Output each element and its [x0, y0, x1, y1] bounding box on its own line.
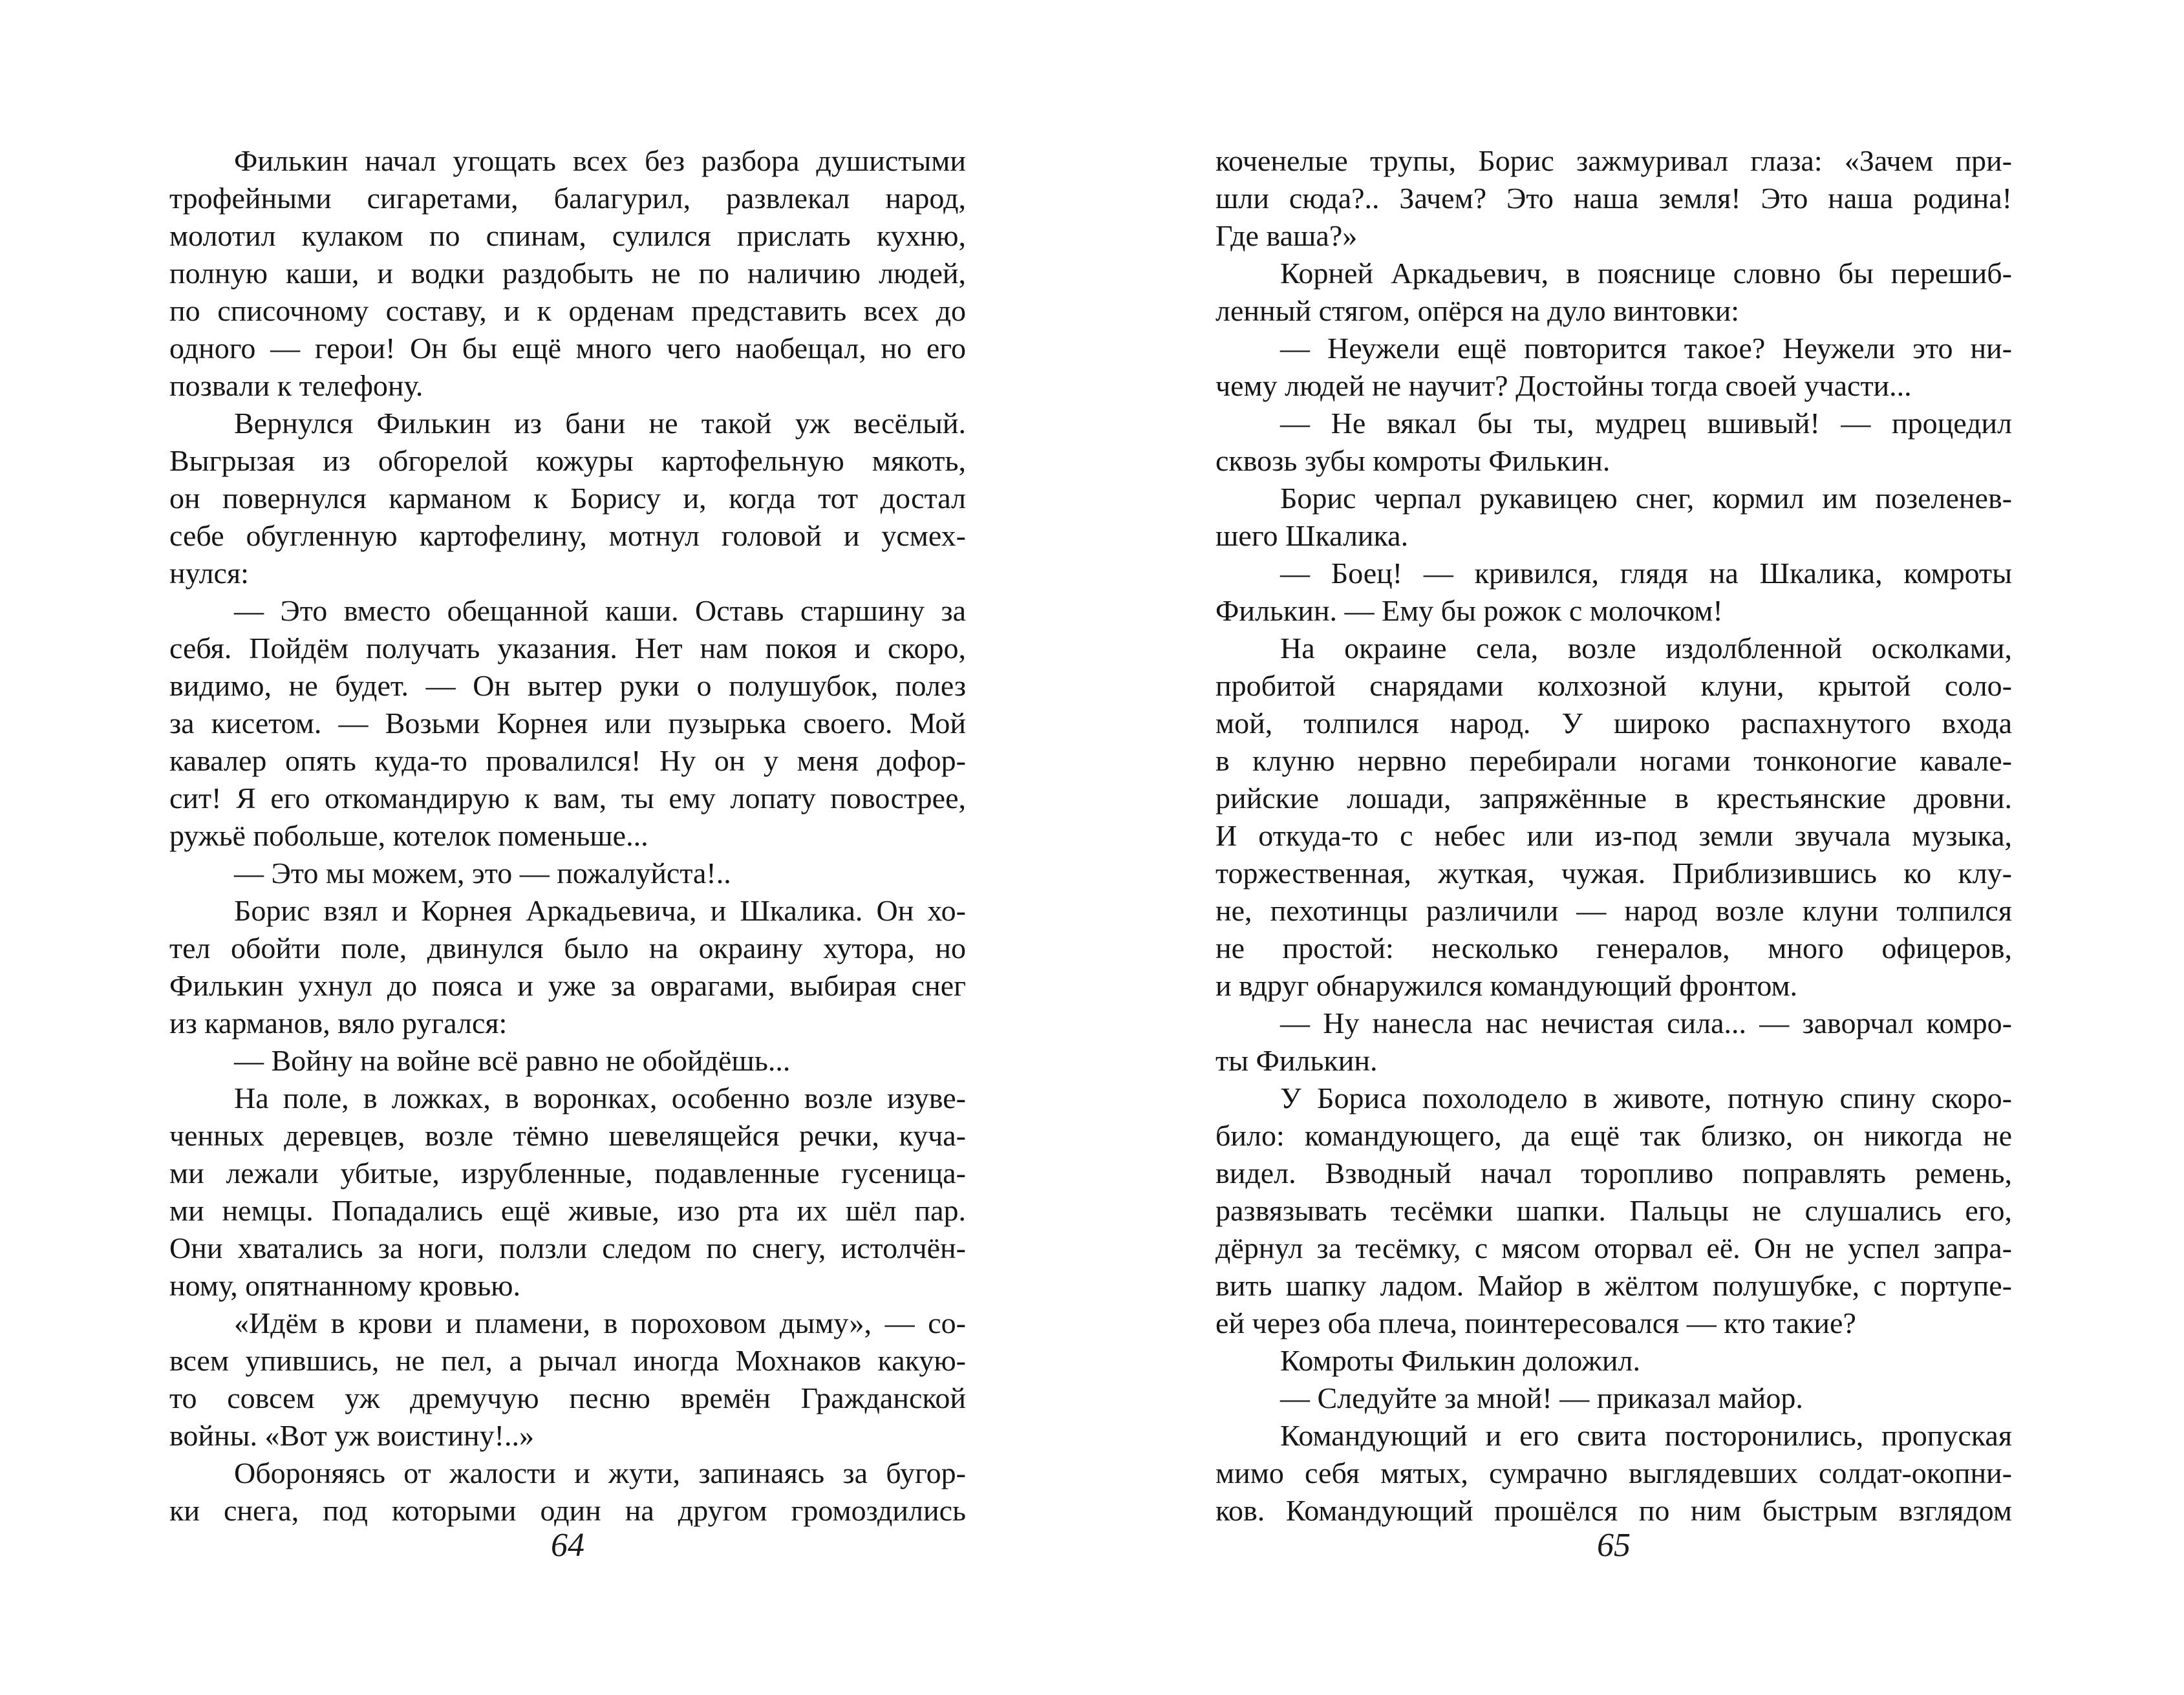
text-line: позвали к телефону.	[169, 369, 423, 402]
text-line: не, пехотинцы различили — народ возле клуни толпился	[1215, 894, 2012, 927]
text-line: ному, опятнанному кровью.	[169, 1269, 521, 1302]
text-line: — Войну на войне всё равно не обойдёшь...	[234, 1044, 791, 1077]
text-line: «Идём в крови и пламени, в пороховом дыму», — со-	[234, 1306, 966, 1339]
text-line: На окраине села, возле издолбленной осколками,	[1280, 632, 2012, 665]
text-line: кавалер опять куда-то провалился! Ну он у меня дофор-	[169, 744, 966, 777]
text-line: трофейными сигаретами, балагурил, развлекал народ,	[169, 182, 966, 215]
text-line: ленный стягом, опёрся на дуло винтовки:	[1215, 294, 1740, 327]
text-line: всем упившись, не пел, а рычал иногда Мохнаков какую-	[169, 1344, 966, 1377]
text-line: — Это мы можем, это — пожалуйста!..	[234, 857, 731, 890]
text-line: ми немцы. Попадались ещё живые, изо рта их шёл пар.	[169, 1194, 966, 1227]
left-page-text	[169, 142, 966, 1530]
text-line: молотил кулаком по спинам, сулился прислать кухню,	[169, 219, 966, 252]
left-page-number: 64	[551, 1527, 584, 1564]
text-line: Борис взял и Корнея Аркадьевича, и Шкалика. Он хо-	[234, 894, 966, 927]
text-line: ченных деревцев, возле тёмно шевелящейся речки, куча-	[169, 1119, 966, 1152]
text-line: У Бориса похолодело в животе, потную спину скоро-	[1280, 1082, 2012, 1114]
text-line: полную каши, и водки раздобыть не по наличию людей,	[169, 257, 966, 290]
text-line: Борис черпал рукавицею снег, кормил им позеленев-	[1280, 482, 2012, 515]
text-line: шего Шкалика.	[1215, 519, 1409, 552]
text-line: рийские лошади, запряжённые в крестьянские дровни.	[1215, 782, 2012, 815]
text-line: било: командующего, да ещё так близко, он никогда не	[1215, 1119, 2012, 1152]
text-line: ков. Командующий прошёлся по ним быстрым взглядом	[1215, 1494, 2012, 1527]
text-line: мой, толпился народ. У широко распахнутого входа	[1215, 707, 2012, 740]
text-line: Они хватались за ноги, ползли следом по снегу, истолчён-	[169, 1231, 966, 1264]
text-line: ми лежали убитые, изрубленные, подавленные гусеница-	[169, 1157, 966, 1189]
text-line: И откуда-то с небес или из-под земли звучала музыка,	[1215, 819, 2012, 852]
text-line: — Это вместо обещанной каши. Оставь старшину за	[234, 594, 966, 627]
text-line: Филькин. — Ему бы рожок с молочком!	[1215, 594, 1723, 627]
text-line: пробитой снарядами колхозной клуни, крытой соло-	[1215, 669, 2012, 702]
text-line: войны. «Вот уж воистину!..»	[169, 1419, 534, 1452]
right-page-number: 65	[1597, 1527, 1631, 1564]
text-line: Корней Аркадьевич, в пояснице словно бы перешиб-	[1280, 257, 2012, 290]
text-line: тел обойти поле, двинулся было на окраину хутора, но	[169, 932, 966, 965]
text-line: из карманов, вяло ругался:	[169, 1007, 508, 1039]
text-line: вить шапку ладом. Майор в жёлтом полушубке, с портупе-	[1215, 1269, 2012, 1302]
text-line: за кисетом. — Возьми Корнея или пузырька своего. Мой	[169, 707, 966, 740]
text-line: развязывать тесёмки шапки. Пальцы не слушались его,	[1215, 1194, 2012, 1227]
text-line: он повернулся карманом к Борису и, когда тот достал	[169, 482, 966, 515]
text-line: — Ну нанесла нас нечистая сила... — заворчал комро-	[1280, 1007, 2012, 1039]
text-line: торжественная, жуткая, чужая. Приблизившись ко клу-	[1215, 857, 2012, 890]
text-line: дёрнул за тесёмку, с мясом оторвал её. Он не успел запра-	[1215, 1231, 2012, 1264]
text-line: видел. Взводный начал торопливо поправлять ремень,	[1215, 1157, 2012, 1189]
text-line: На поле, в ложках, в воронках, особенно возле изуве-	[234, 1082, 966, 1114]
text-line: нулся:	[169, 557, 249, 590]
text-line: Выгрызая из обгорелой кожуры картофельную мякоть,	[169, 444, 966, 477]
text-line: ты Филькин.	[1215, 1044, 1378, 1077]
text-line: Командующий и его свита посторонились, пропуская	[1280, 1419, 2012, 1452]
text-line: Где ваша?»	[1215, 219, 1358, 252]
text-line: сит! Я его откомандирую к вам, ты ему лопату повострее,	[169, 782, 966, 815]
text-line: Комроты Филькин доложил.	[1280, 1344, 1640, 1377]
text-line: себе обугленную картофелину, мотнул головой и усмех-	[169, 519, 966, 552]
text-line: не простой: несколько генералов, много офицеров,	[1215, 932, 2012, 965]
text-line: ей через оба плеча, поинтересовался — кто такие?	[1215, 1306, 1856, 1339]
text-line: — Следуйте за мной! — приказал майор.	[1280, 1381, 1803, 1414]
text-line: — Не вякал бы ты, мудрец вшивый! — процедил	[1280, 407, 2012, 440]
text-line: себя. Пойдём получать указания. Нет нам покоя и скоро,	[169, 632, 966, 665]
text-line: Филькин начал угощать всех без разбора душистыми	[234, 144, 966, 177]
text-line: по списочному составу, и к орденам представить всех до	[169, 294, 966, 327]
text-line: Вернулся Филькин из бани не такой уж весёлый.	[234, 407, 966, 440]
text-line: Филькин ухнул до пояса и уже за оврагами, выбирая снег	[169, 969, 966, 1002]
text-line: в клуню нервно перебирали ногами тонконогие кавале-	[1215, 744, 2012, 777]
text-line: ружьё побольше, котелок поменьше...	[169, 819, 648, 852]
text-line: одного — герои! Он бы ещё много чего наобещал, но его	[169, 332, 966, 365]
text-line: ки снега, под которыми один на другом громоздились	[169, 1494, 966, 1527]
text-line: коченелые трупы, Борис зажмуривал глаза: «Зачем при-	[1215, 144, 2012, 177]
text-line: сквозь зубы комроты Филькин.	[1215, 444, 1611, 477]
text-line: — Боец! — кривился, глядя на Шкалика, комроты	[1280, 557, 2012, 590]
text-line: видимо, не будет. — Он вытер руки о полушубок, полез	[169, 669, 966, 702]
text-line: шли сюда?.. Зачем? Это наша земля! Это наша родина!	[1215, 182, 2012, 215]
text-line: то совсем уж дремучую песню времён Гражданской	[169, 1381, 966, 1414]
text-line: и вдруг обнаружился командующий фронтом.	[1215, 969, 1798, 1002]
text-line: мимо себя мятых, сумрачно выглядевших солдат-окопни-	[1215, 1456, 2012, 1489]
text-line: — Неужели ещё повторится такое? Неужели это ни-	[1280, 332, 2012, 365]
right-page-text	[1215, 142, 2012, 1530]
text-line: чему людей не научит? Достойны тогда своей участи...	[1215, 369, 1912, 402]
text-line: Обороняясь от жалости и жути, запинаясь за бугор-	[234, 1456, 966, 1489]
